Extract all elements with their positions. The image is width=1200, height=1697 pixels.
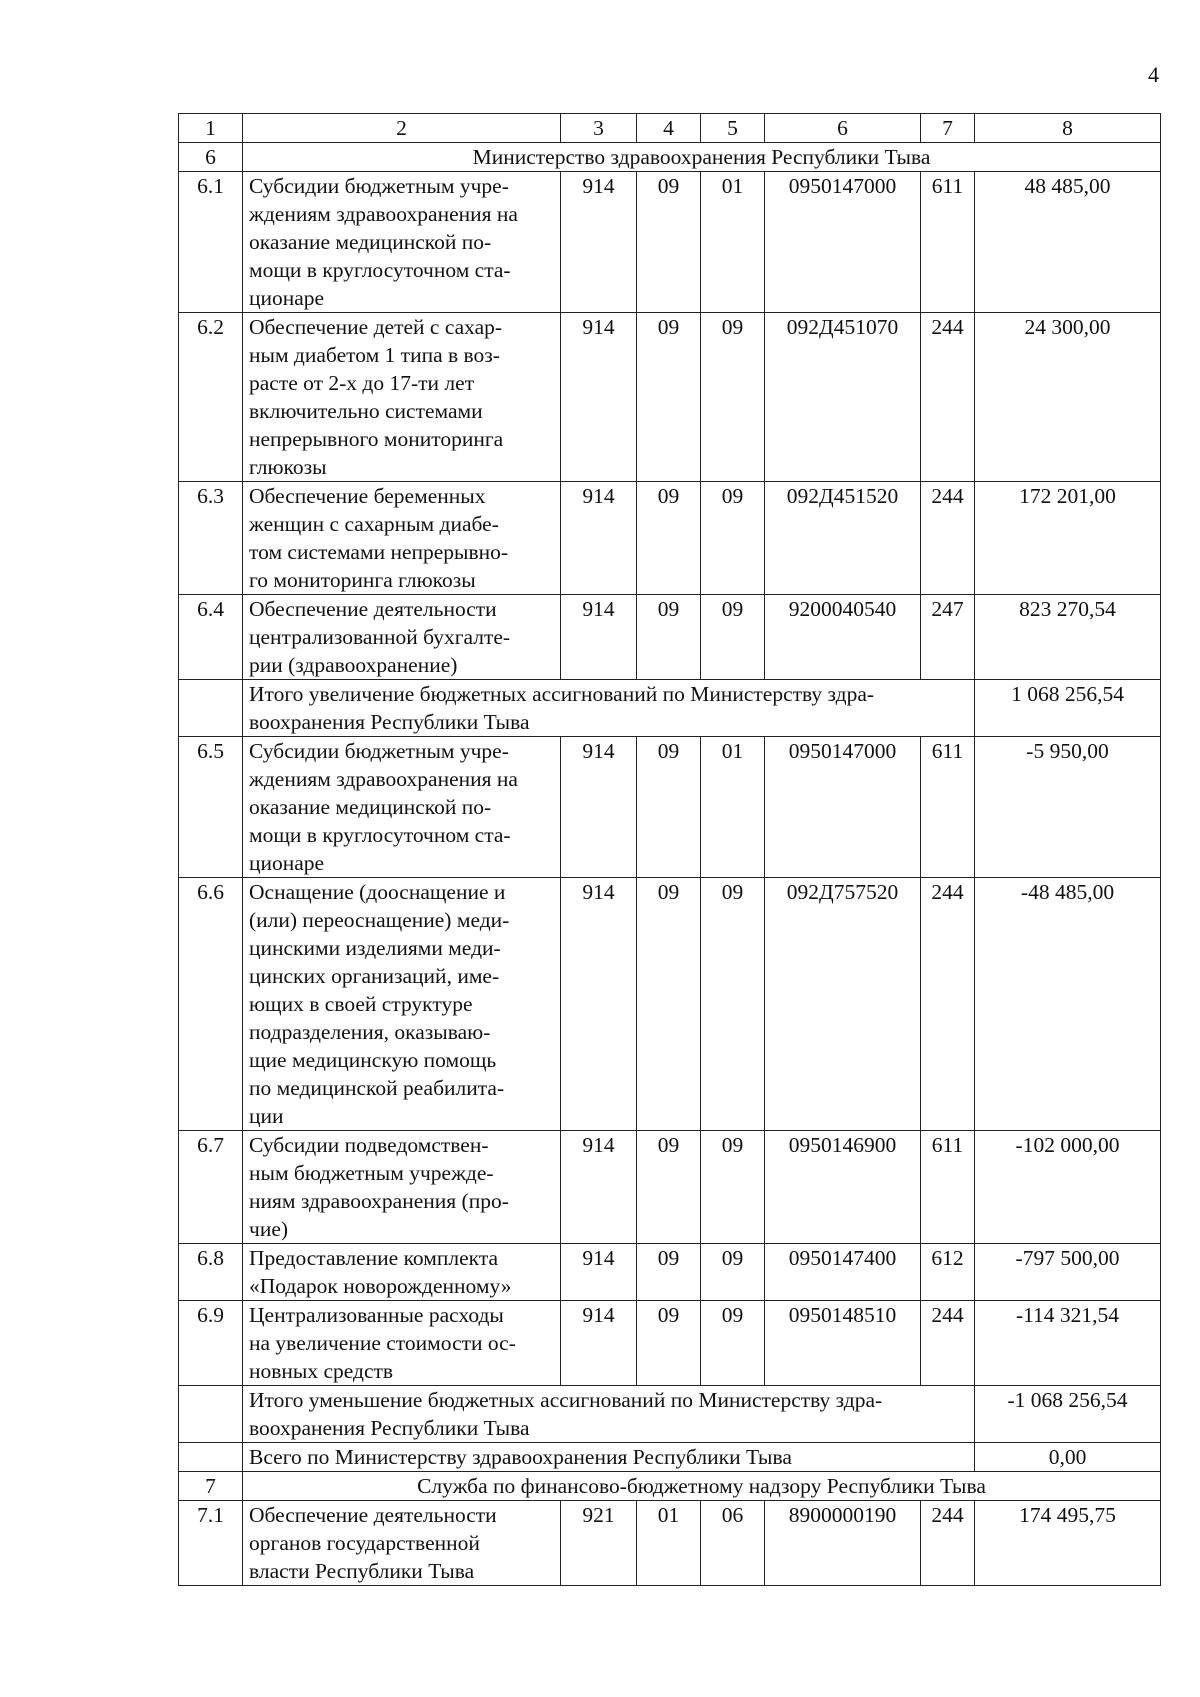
- cell-col4: 09: [637, 313, 701, 482]
- row-number: 6.3: [179, 482, 243, 595]
- section-title: Служба по финансово-бюджетному надзору Республики Тыва: [243, 1472, 1161, 1501]
- cell-col3: 914: [561, 313, 637, 482]
- cell-col6: 0950147000: [765, 172, 921, 313]
- header-cell: 1: [179, 114, 243, 143]
- cell-col5: 09: [701, 1244, 765, 1301]
- header-cell: 4: [637, 114, 701, 143]
- total-decrease-row: [179, 1386, 1161, 1443]
- cell-col4: 09: [637, 1301, 701, 1386]
- row-description: Обеспечение беременных женщин с сахарным диабе- том системами непрерывно- го мониторинга глюкозы: [243, 482, 561, 595]
- cell-col7: 611: [921, 737, 975, 878]
- table-row: [179, 1244, 1161, 1301]
- header-cell: 2: [243, 114, 561, 143]
- row-description: Субсидии бюджетным учре- ждениям здравоохранения на оказание медицинской по- мощи в круглосуточном ста- ционаре: [243, 737, 561, 878]
- empty-cell: [179, 1386, 243, 1443]
- cell-col5: 09: [701, 482, 765, 595]
- cell-col7: 247: [921, 595, 975, 680]
- header-cell: 5: [701, 114, 765, 143]
- table-row: [179, 1301, 1161, 1386]
- cell-col4: 09: [637, 482, 701, 595]
- header-cell: 8: [975, 114, 1161, 143]
- cell-amount: -114 321,54: [975, 1301, 1161, 1386]
- row-description: Обеспечение деятельности централизованной бухгалте- рии (здравоохранение): [243, 595, 561, 680]
- cell-col7: 611: [921, 172, 975, 313]
- cell-amount: 174 495,75: [975, 1501, 1161, 1586]
- cell-col6: 092Д757520: [765, 878, 921, 1131]
- row-description: Обеспечение детей с сахар- ным диабетом 1 типа в воз- расте от 2-х до 17-ти лет включительно системами непрерывного мониторинга глюкозы: [243, 313, 561, 482]
- cell-col7: 244: [921, 482, 975, 595]
- cell-col5: 09: [701, 1131, 765, 1244]
- page-number: 4: [1148, 62, 1159, 87]
- section-number: 7: [179, 1472, 243, 1501]
- cell-col5: 06: [701, 1501, 765, 1586]
- total-decrease-value: -1 068 256,54: [975, 1386, 1161, 1443]
- cell-col6: 9200040540: [765, 595, 921, 680]
- budget-table: [178, 113, 1161, 1586]
- cell-col7: 244: [921, 878, 975, 1131]
- header-cell: 7: [921, 114, 975, 143]
- cell-col7: 244: [921, 1501, 975, 1586]
- cell-col5: 01: [701, 737, 765, 878]
- row-description: Субсидии бюджетным учре- ждениям здравоохранения на оказание медицинской по- мощи в круглосуточном ста- ционаре: [243, 172, 561, 313]
- cell-col6: 0950147400: [765, 1244, 921, 1301]
- grand-total-label: Всего по Министерству здравоохранения Республики Тыва: [243, 1443, 975, 1472]
- row-number: 6.9: [179, 1301, 243, 1386]
- section-header-row: [179, 1472, 1161, 1501]
- cell-col6: 8900000190: [765, 1501, 921, 1586]
- cell-col4: 01: [637, 1501, 701, 1586]
- cell-col4: 09: [637, 595, 701, 680]
- row-description: Оснащение (дооснащение и (или) переоснащение) меди- цинскими изделиями меди- цинских организаций, име- ющих в своей структуре подразделения, оказываю- щие медицинскую помощь по медицинской реабилита- ции: [243, 878, 561, 1131]
- row-description: Централизованные расходы на увеличение стоимости ос- новных средств: [243, 1301, 561, 1386]
- cell-col5: 09: [701, 595, 765, 680]
- table-row: [179, 482, 1161, 595]
- row-number: 6.1: [179, 172, 243, 313]
- row-number: 6.7: [179, 1131, 243, 1244]
- cell-col7: 244: [921, 1301, 975, 1386]
- row-number: 6.4: [179, 595, 243, 680]
- row-number: 6.6: [179, 878, 243, 1131]
- table-row: [179, 595, 1161, 680]
- cell-col3: 914: [561, 172, 637, 313]
- cell-col3: 914: [561, 1131, 637, 1244]
- total-increase-value: 1 068 256,54: [975, 680, 1161, 737]
- cell-amount: 823 270,54: [975, 595, 1161, 680]
- cell-col4: 09: [637, 172, 701, 313]
- empty-cell: [179, 1443, 243, 1472]
- row-description: Обеспечение деятельности органов государственной власти Республики Тыва: [243, 1501, 561, 1586]
- cell-amount: -48 485,00: [975, 878, 1161, 1131]
- cell-col3: 914: [561, 1244, 637, 1301]
- row-number: 6.2: [179, 313, 243, 482]
- cell-col3: 914: [561, 595, 637, 680]
- table-row: [179, 1501, 1161, 1586]
- cell-amount: 24 300,00: [975, 313, 1161, 482]
- cell-col3: 914: [561, 482, 637, 595]
- empty-cell: [179, 680, 243, 737]
- cell-col5: 09: [701, 878, 765, 1131]
- cell-col3: 914: [561, 1301, 637, 1386]
- cell-amount: 48 485,00: [975, 172, 1161, 313]
- row-number: 6.8: [179, 1244, 243, 1301]
- table-row: [179, 172, 1161, 313]
- total-increase-label: Итого увеличение бюджетных ассигнований по Министерству здра- воохранения Республики Тыва: [243, 680, 975, 737]
- cell-col4: 09: [637, 737, 701, 878]
- table-row: [179, 737, 1161, 878]
- cell-col3: 914: [561, 878, 637, 1131]
- cell-amount: -5 950,00: [975, 737, 1161, 878]
- cell-col7: 244: [921, 313, 975, 482]
- total-increase-row: [179, 680, 1161, 737]
- cell-amount: 172 201,00: [975, 482, 1161, 595]
- section-number: 6: [179, 143, 243, 172]
- cell-col6: 0950147000: [765, 737, 921, 878]
- cell-amount: -102 000,00: [975, 1131, 1161, 1244]
- cell-col7: 612: [921, 1244, 975, 1301]
- row-number: 7.1: [179, 1501, 243, 1586]
- grand-total-value: 0,00: [975, 1443, 1161, 1472]
- cell-col6: 0950146900: [765, 1131, 921, 1244]
- cell-col3: 914: [561, 737, 637, 878]
- cell-col7: 611: [921, 1131, 975, 1244]
- row-number: 6.5: [179, 737, 243, 878]
- cell-col6: 0950148510: [765, 1301, 921, 1386]
- table-row: [179, 313, 1161, 482]
- cell-amount: -797 500,00: [975, 1244, 1161, 1301]
- section-title: Министерство здравоохранения Республики Тыва: [243, 143, 1161, 172]
- cell-col5: 09: [701, 1301, 765, 1386]
- header-cell: 6: [765, 114, 921, 143]
- table-row: [179, 1131, 1161, 1244]
- table-header-row: [179, 114, 1161, 143]
- cell-col4: 09: [637, 1131, 701, 1244]
- grand-total-row: [179, 1443, 1161, 1472]
- cell-col5: 09: [701, 313, 765, 482]
- cell-col5: 01: [701, 172, 765, 313]
- cell-col4: 09: [637, 878, 701, 1131]
- cell-col4: 09: [637, 1244, 701, 1301]
- cell-col6: 092Д451070: [765, 313, 921, 482]
- table-row: [179, 878, 1161, 1131]
- cell-col6: 092Д451520: [765, 482, 921, 595]
- cell-col3: 921: [561, 1501, 637, 1586]
- section-header-row: [179, 143, 1161, 172]
- row-description: Субсидии подведомствен- ным бюджетным учрежде- ниям здравоохранения (про- чие): [243, 1131, 561, 1244]
- row-description: Предоставление комплекта «Подарок новорожденному»: [243, 1244, 561, 1301]
- header-cell: 3: [561, 114, 637, 143]
- total-decrease-label: Итого уменьшение бюджетных ассигнований по Министерству здра- воохранения Республики Тыва: [243, 1386, 975, 1443]
